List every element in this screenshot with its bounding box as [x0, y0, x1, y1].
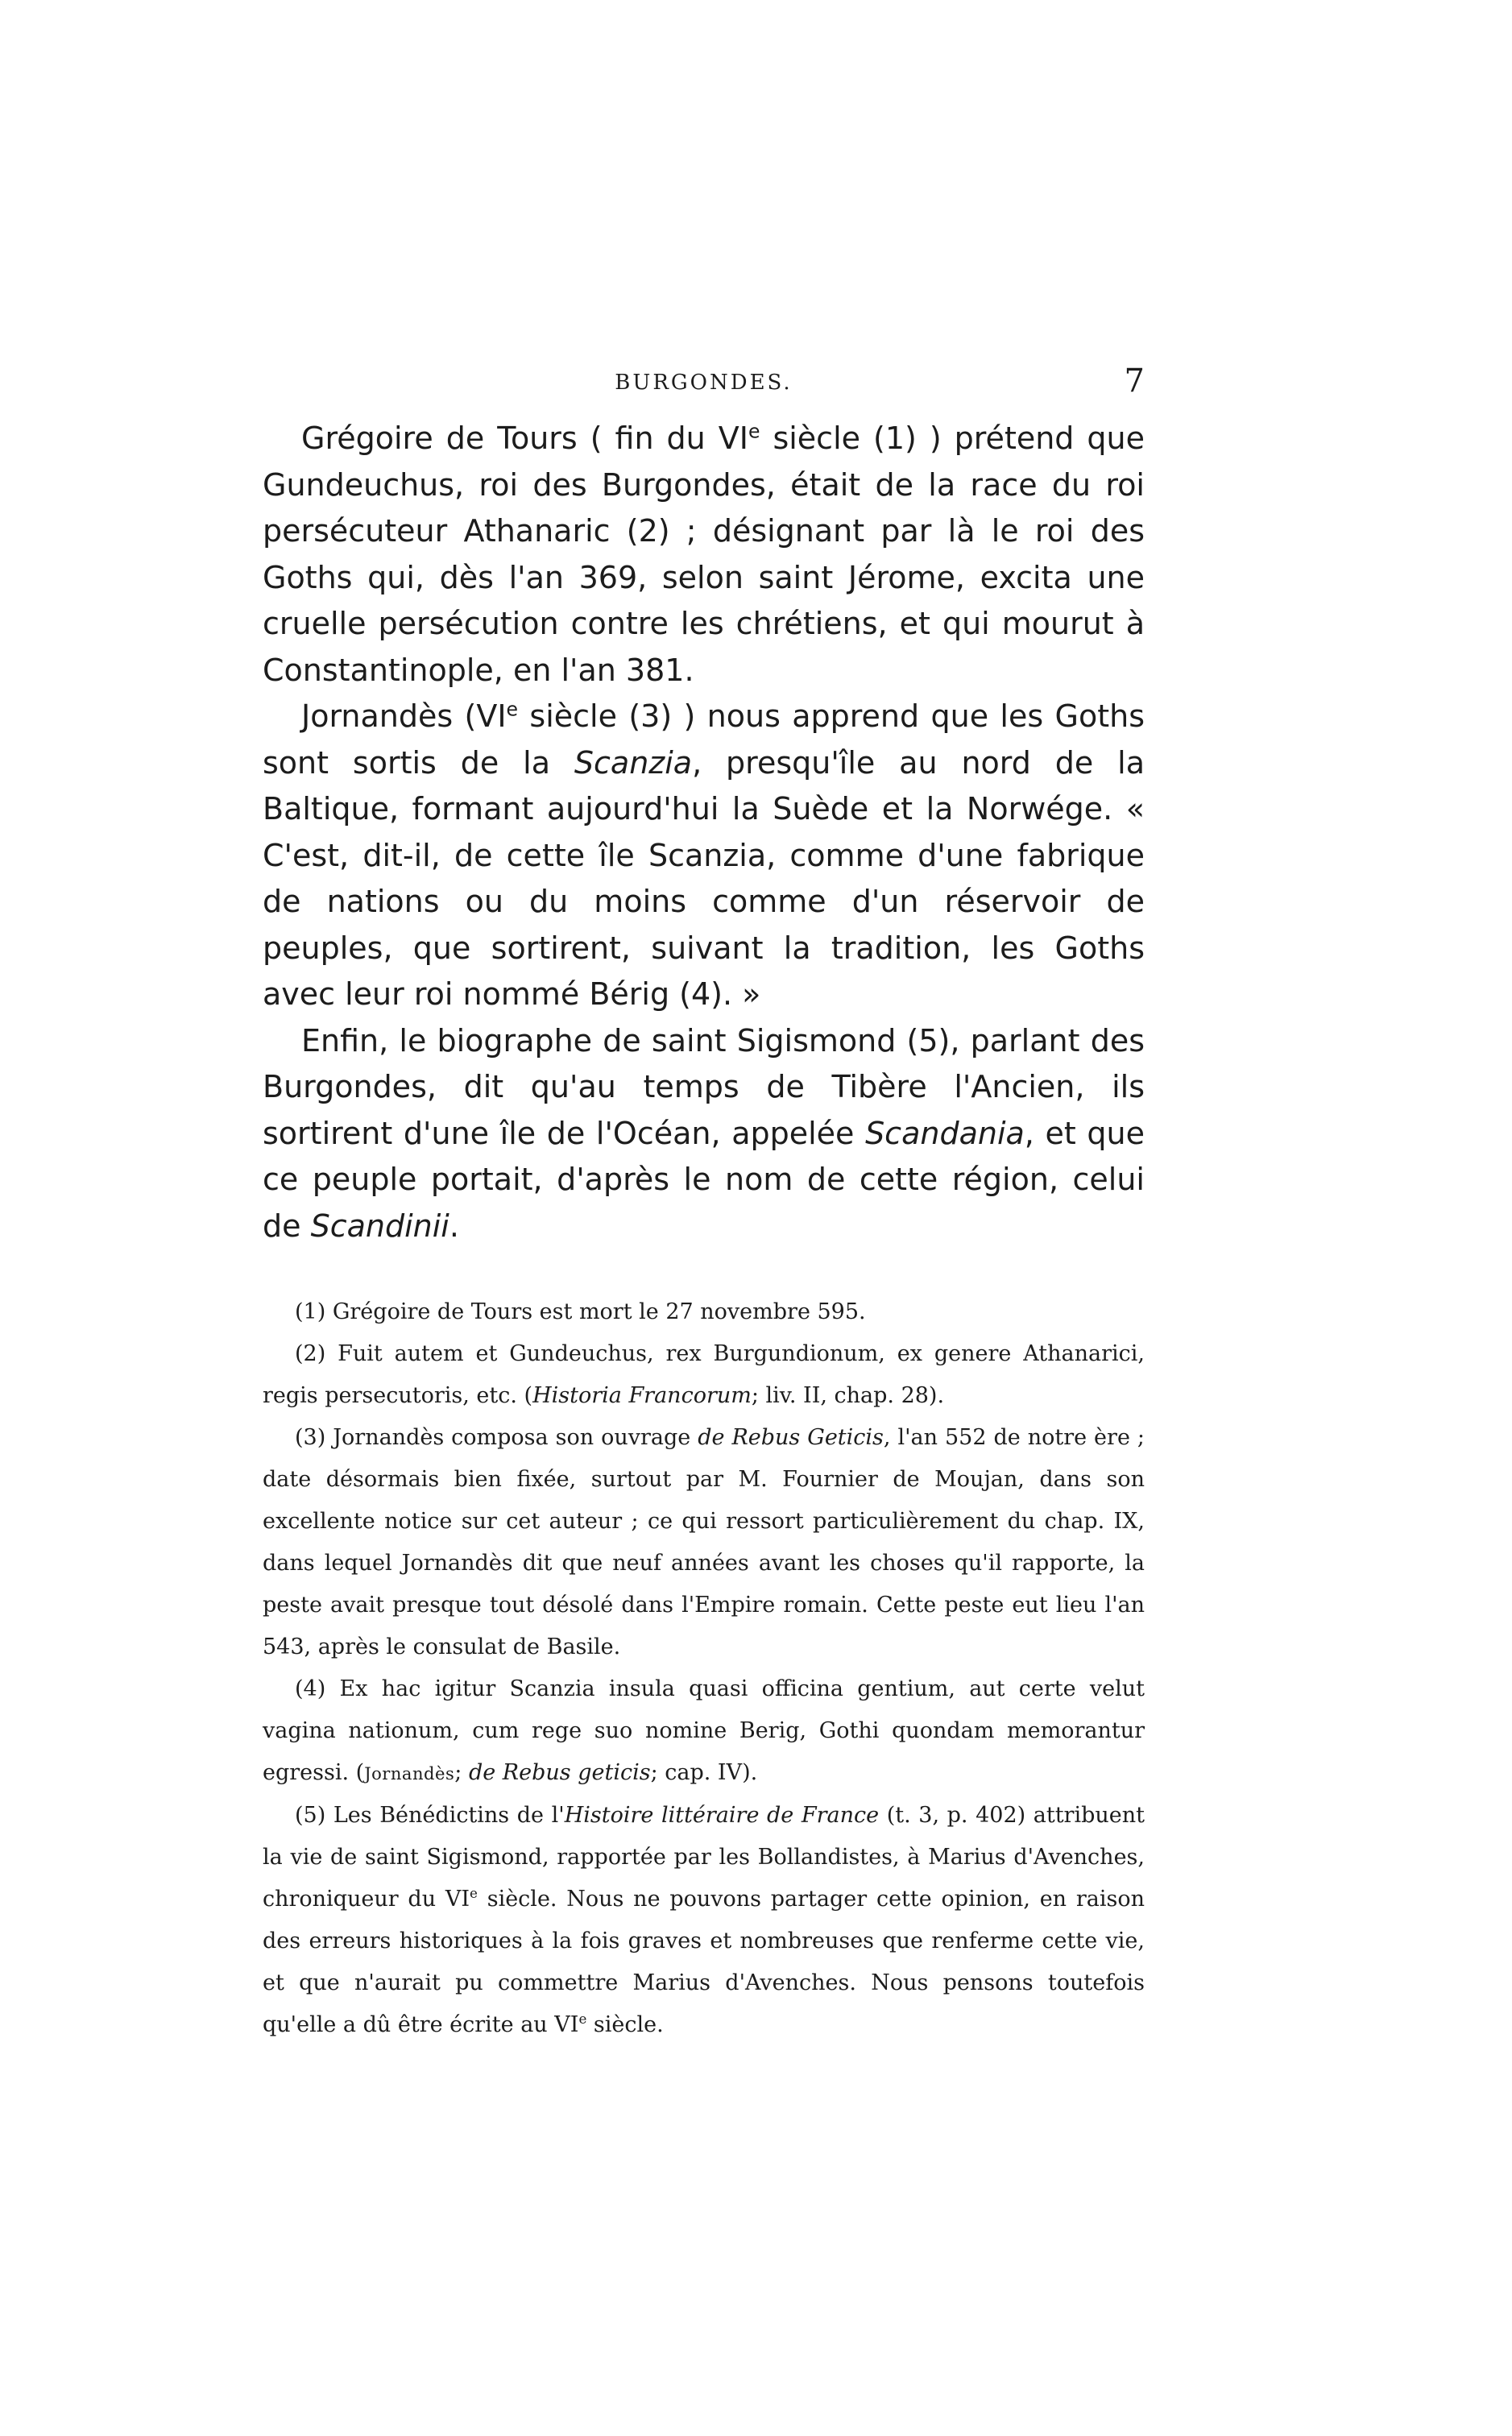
text-run: Jornandès (VI [301, 698, 507, 734]
italic-title: Historia Francorum [532, 1383, 752, 1408]
paragraph-sigismond [263, 1018, 1145, 1250]
italic-title: Histoire littéraire de France [564, 1803, 880, 1828]
footnote-2 [263, 1333, 1145, 1417]
text-run: siècle (1) ) prétend que Gundeuchus, roi des Burgondes, était de la race du roi persécuteur Athanaric (2) ; désignant par là le roi des Goths qui, dès l'an 369, selon saint Jérome, excita une cruelle persécution contre les chrétiens, et qui mourut à Constantinople, en l'an 381. [263, 420, 1145, 688]
text-run: ; cap. IV). [650, 1760, 758, 1785]
text-run: (1) Grégoire de Tours est mort le 27 novembre 595. [295, 1299, 866, 1324]
text-run: . [449, 1208, 459, 1244]
text-run: (5) Les Bénédictins de l' [295, 1803, 565, 1828]
text-run: (3) Jornandès composa son ouvrage [295, 1425, 698, 1450]
italic-term: Scanzia [574, 744, 693, 781]
superscript: e [470, 1885, 478, 1901]
text-run: (4) Ex hac igitur Scanzia insula quasi officina gentium, aut certe velut vagina nationum, cum rege suo nomine Berig, Gothi quondam memorantur egressi. ( [263, 1676, 1145, 1785]
footnote-3 [263, 1417, 1145, 1668]
text-run: Grégoire de Tours ( fin du VI [301, 420, 748, 456]
footnotes [263, 1291, 1145, 2046]
italic-title: de Rebus Geticis [698, 1425, 884, 1450]
text-run: Enfin, le biographe de saint Sigismond (5), parlant des Burgondes, dit qu'au temps de Tibère l'Ancien, ils sortirent d'une île de l'Océan, appelée [263, 1022, 1145, 1151]
running-head [263, 362, 1145, 411]
superscript: e [748, 420, 760, 443]
footnote-5 [263, 1795, 1145, 2046]
footnote-1 [263, 1291, 1145, 1333]
text-run: (2) Fuit autem et Gundeuchus, rex Burgundionum, ex genere Athanarici, regis persecutoris, etc. ( [263, 1341, 1145, 1408]
text-run: (t. 3, p. 402) attribuent la vie de saint Sigismond, rapportée par les Bollandistes, à Marius d'Avenches, chroniqueur du VI [263, 1803, 1145, 1912]
superscript: e [578, 2011, 587, 2027]
text-run: , presqu'île au nord de la Baltique, formant aujourd'hui la Suède et la Norwége. « C'est, dit-il, de cette île Scanzia, comme d'une fabrique de nations ou du moins comme d'un réservoir de peuples, que sortirent, suivant la tradition, les Goths avec leur roi nommé Bérig (4). » [263, 744, 1145, 1012]
text-run: siècle. [586, 2012, 664, 2037]
italic-term: Scandania [865, 1115, 1025, 1151]
italic-title: de Rebus geticis [468, 1760, 651, 1785]
main-text [263, 416, 1145, 1249]
footnote-4 [263, 1668, 1145, 1795]
text-run: , l'an 552 de notre ère ; date désormais bien fixée, surtout par M. Fournier de Moujan, dans son excellente notice sur cet auteur ; ce qui ressort particulièrement du chap. IX, dans lequel Jornandès dit que neuf années avant les choses qu'il rapporte, la peste avait presque tout désolé dans l'Empire romain. Cette peste eut lieu l'an 543, après le consulat de Basile. [263, 1425, 1145, 1659]
italic-term: Scandinii [310, 1208, 449, 1244]
text-run: ; liv. II, chap. 28). [751, 1383, 945, 1408]
text-run: siècle (3) ) nous apprend que les Goths sont sortis de la [263, 698, 1145, 781]
paragraph-jornandes [263, 694, 1145, 1018]
small-caps-author: Jornandès [364, 1763, 455, 1784]
running-title: BURGONDES. [615, 371, 793, 395]
page-number: 7 [1124, 362, 1145, 400]
text-run: ; [454, 1760, 469, 1785]
text-run: , et que ce peuple portait, d'après le nom de cette région, celui de [263, 1115, 1145, 1244]
book-page [263, 362, 1145, 2046]
paragraph-gregoire [263, 416, 1145, 694]
superscript: e [506, 698, 519, 721]
text-run: siècle. Nous ne pouvons partager cette opinion, en raison des erreurs historiques à la fois graves et nombreuses que renferme cette vie, et que n'aurait pu commettre Marius d'Avenches. Nous pensons toutefois qu'elle a dû être écrite au VI [263, 1887, 1145, 2037]
